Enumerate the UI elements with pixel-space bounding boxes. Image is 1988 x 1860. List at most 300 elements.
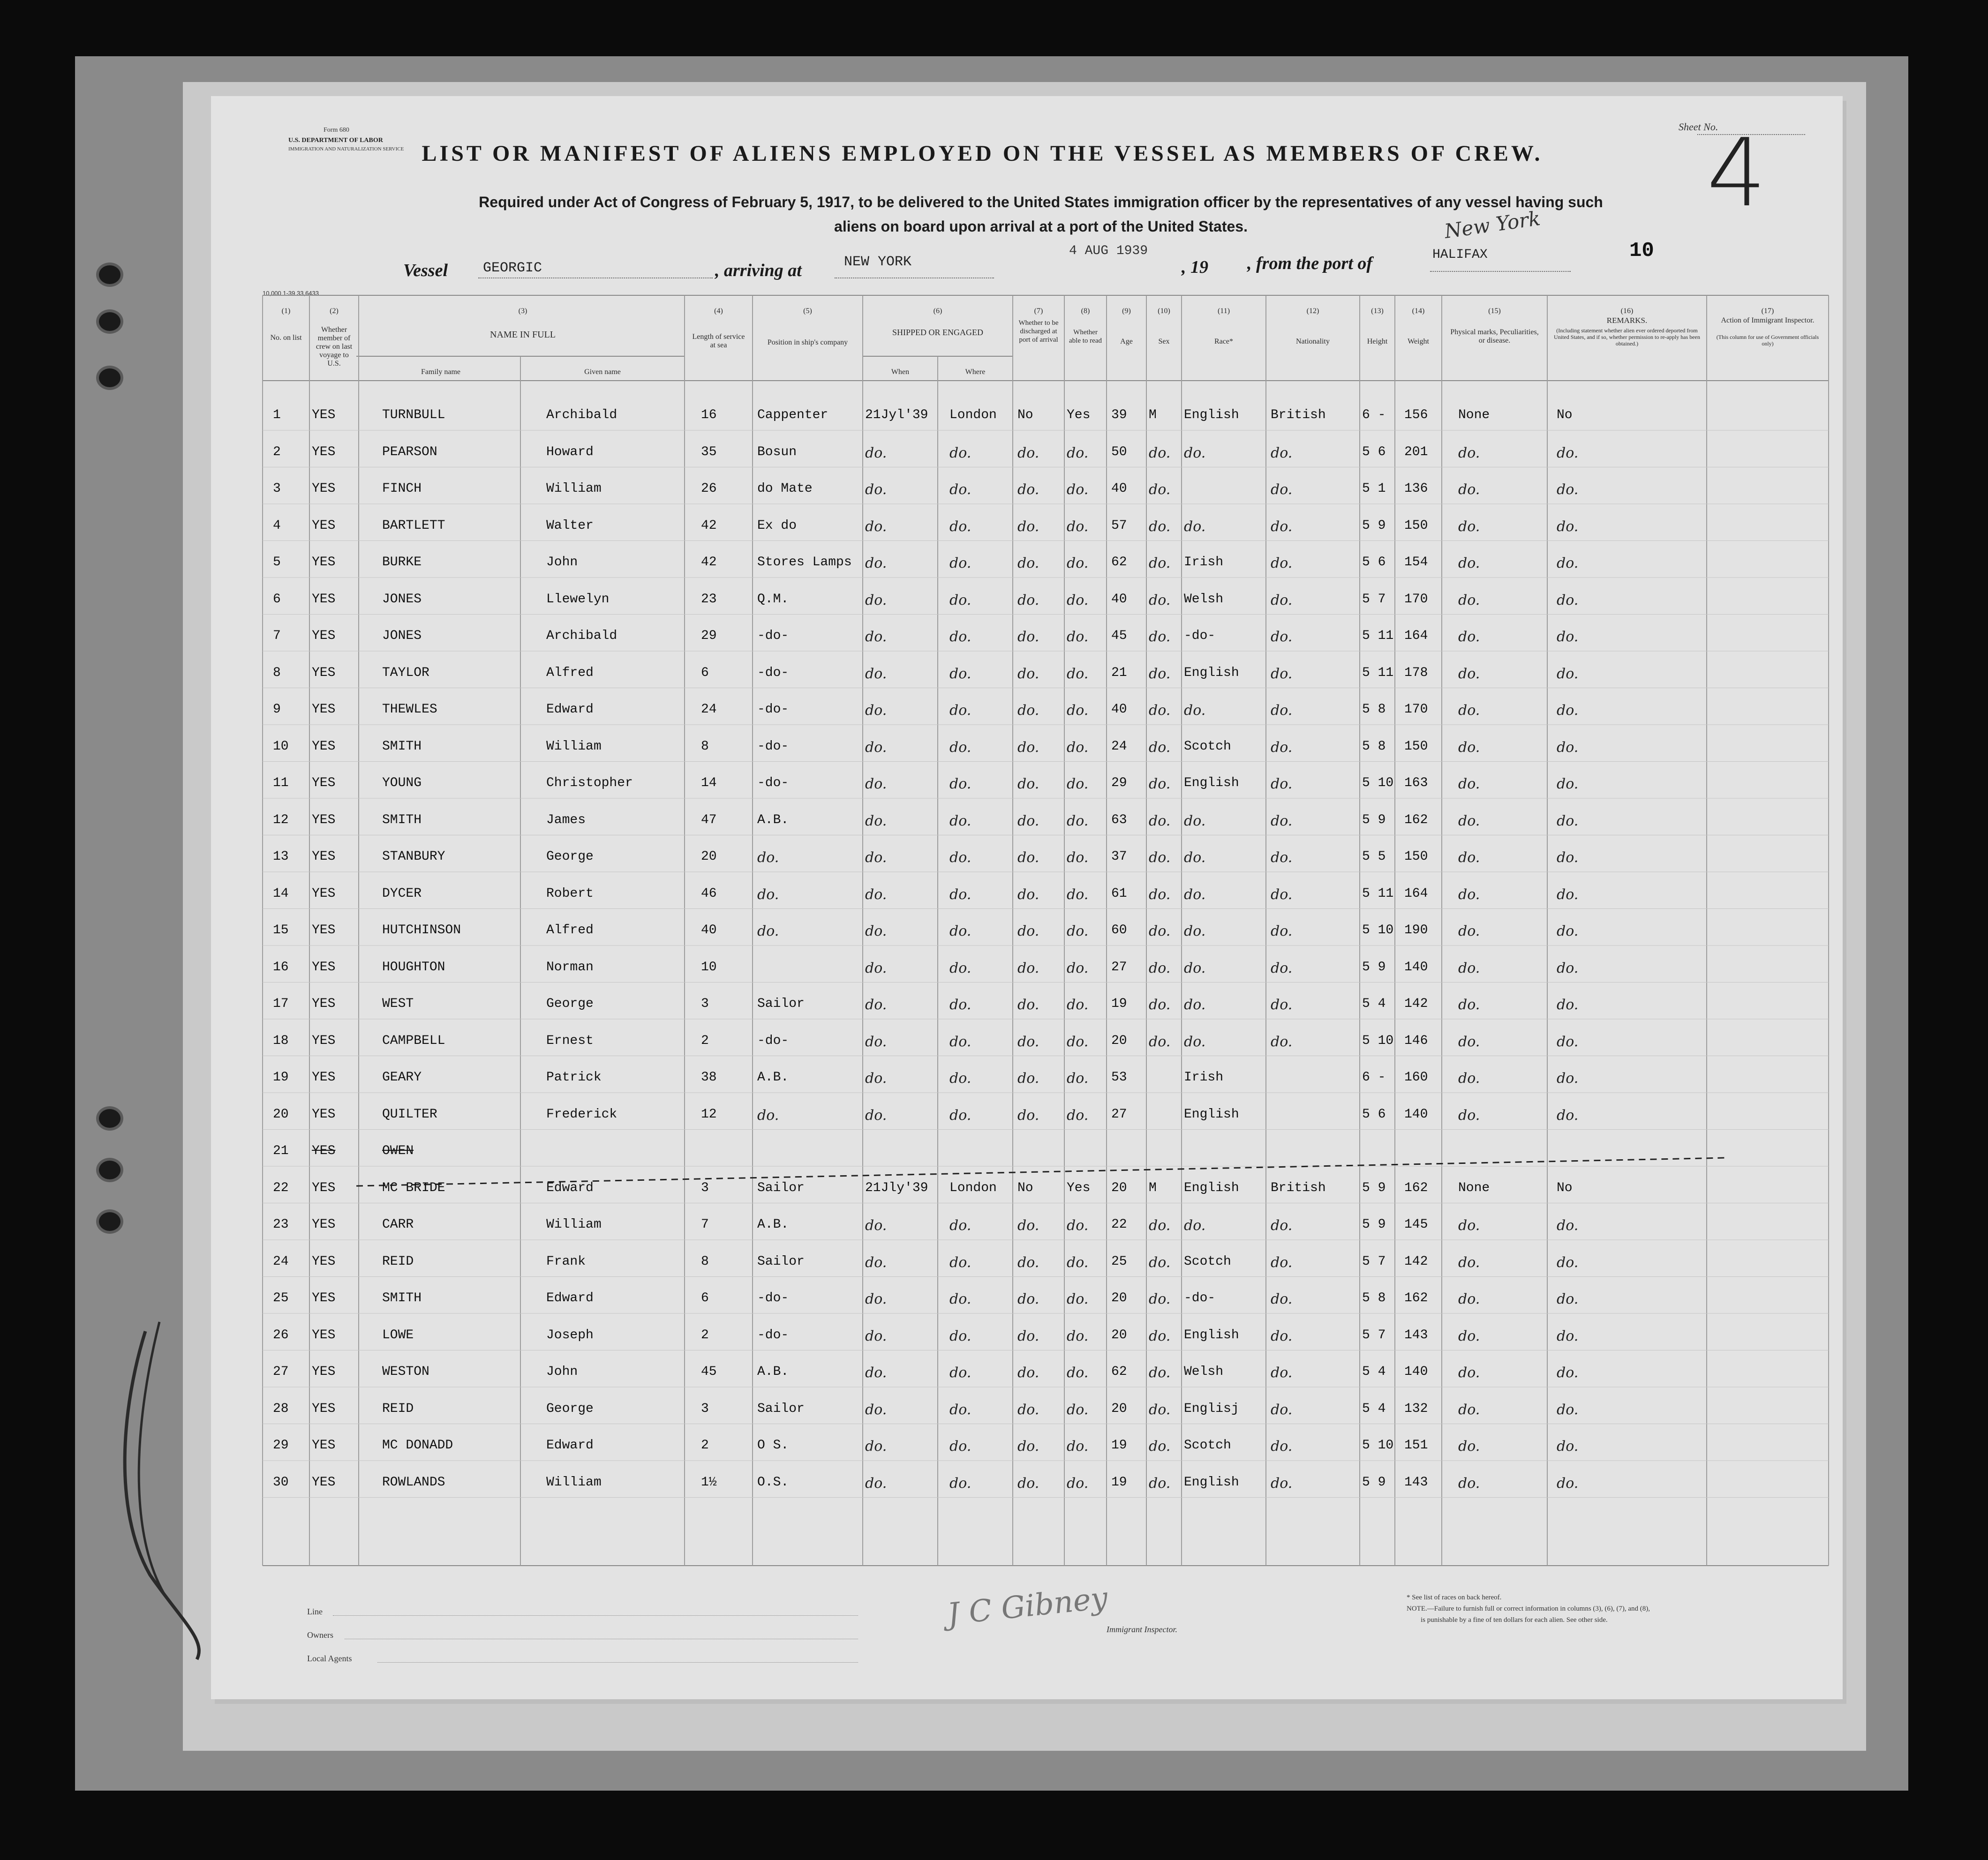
cell-position: Bosun bbox=[757, 444, 797, 459]
cell-given: Howard bbox=[546, 444, 594, 459]
cell-service: 2 bbox=[701, 1438, 709, 1453]
cell-remarks: do. bbox=[1557, 1217, 1579, 1234]
cell-prev: YES bbox=[312, 1254, 336, 1269]
cell-height: 5 9 bbox=[1362, 960, 1386, 975]
cell-marks: do. bbox=[1458, 555, 1480, 571]
cell-where: do. bbox=[949, 702, 971, 719]
cell-read: do. bbox=[1067, 923, 1089, 939]
cell-marks: do. bbox=[1458, 997, 1480, 1013]
cell-age: 63 bbox=[1111, 812, 1127, 827]
cell-where: do. bbox=[949, 518, 971, 535]
cell-remarks: do. bbox=[1557, 960, 1579, 976]
crew-row bbox=[0, 477, 1579, 511]
cell-service: 38 bbox=[701, 1070, 717, 1085]
crew-row bbox=[0, 735, 1579, 769]
cell-read: do. bbox=[1067, 592, 1089, 608]
cell-read: do. bbox=[1067, 481, 1089, 498]
cell-read: do. bbox=[1067, 1254, 1089, 1271]
cell-marks: do. bbox=[1458, 1401, 1480, 1418]
cell-no: 12 bbox=[273, 812, 289, 827]
cell-sex: do. bbox=[1149, 665, 1171, 682]
cell-discharged: do. bbox=[1017, 1475, 1039, 1492]
cell-prev: YES bbox=[312, 408, 336, 422]
crew-row bbox=[0, 1470, 1579, 1505]
cell-service: 2 bbox=[701, 1328, 709, 1342]
col-11-header: Race* bbox=[1214, 338, 1233, 345]
cell-discharged: do. bbox=[1017, 1328, 1039, 1344]
cell-weight: 146 bbox=[1404, 1033, 1428, 1048]
cell-when: do. bbox=[865, 1291, 887, 1307]
col-12-number: (12) bbox=[1306, 307, 1319, 315]
cell-given: Christopher bbox=[546, 776, 633, 790]
cell-nationality: do. bbox=[1271, 849, 1293, 866]
cell-no: 5 bbox=[273, 555, 281, 570]
cell-where: do. bbox=[949, 555, 971, 571]
line-label: Line bbox=[307, 1607, 323, 1616]
cell-position: -do- bbox=[757, 739, 789, 754]
cell-weight: 201 bbox=[1404, 444, 1428, 459]
cell-read: do. bbox=[1067, 555, 1089, 571]
cell-when: do. bbox=[865, 444, 887, 461]
cell-sex: do. bbox=[1149, 1365, 1171, 1381]
cell-prev: YES bbox=[312, 629, 336, 643]
col-10-header: Sex bbox=[1158, 338, 1170, 345]
cell-height: 5 10 bbox=[1362, 1438, 1394, 1453]
cell-race: English bbox=[1184, 665, 1239, 680]
cell-remarks: do. bbox=[1557, 1254, 1579, 1271]
cell-service: 7 bbox=[701, 1217, 709, 1232]
cell-no: 18 bbox=[273, 1033, 289, 1048]
cell-when: do. bbox=[865, 1475, 887, 1492]
cell-race: English bbox=[1184, 408, 1239, 422]
cell-weight: 154 bbox=[1404, 555, 1428, 570]
cell-where: do. bbox=[949, 1365, 971, 1381]
cell-marks: None bbox=[1458, 408, 1490, 422]
cell-family: ROWLANDS bbox=[382, 1475, 445, 1490]
cell-service: 24 bbox=[701, 702, 717, 717]
crew-row bbox=[0, 1176, 1573, 1211]
cell-service: 3 bbox=[701, 1180, 709, 1195]
cell-race: do. bbox=[1184, 702, 1206, 719]
cell-when: do. bbox=[865, 555, 887, 571]
cell-marks: do. bbox=[1458, 739, 1480, 756]
cell-where: do. bbox=[949, 886, 971, 903]
cell-prev: YES bbox=[312, 1438, 336, 1453]
cell-discharged: do. bbox=[1017, 997, 1039, 1013]
cell-weight: 178 bbox=[1404, 665, 1428, 680]
cell-discharged: do. bbox=[1017, 1217, 1039, 1234]
cell-sex: do. bbox=[1149, 1254, 1171, 1271]
cell-marks: do. bbox=[1458, 776, 1480, 792]
cell-prev: YES bbox=[312, 886, 336, 901]
cell-when: do. bbox=[865, 923, 887, 939]
cell-weight: 150 bbox=[1404, 849, 1428, 864]
cell-discharged: do. bbox=[1017, 923, 1039, 939]
cell-when: do. bbox=[865, 702, 887, 719]
cell-position: do. bbox=[757, 1107, 779, 1124]
from-label: , from the port of bbox=[1247, 254, 1373, 273]
cell-when: do. bbox=[865, 1254, 887, 1271]
col-6a-header: When bbox=[891, 368, 910, 376]
cell-no: 10 bbox=[273, 739, 289, 754]
cell-height: 5 9 bbox=[1362, 1180, 1386, 1195]
footnote-penalty-1: NOTE.—Failure to furnish full or correct information in columns (3), (6), (7), and (8), bbox=[1407, 1605, 1650, 1612]
crew-row bbox=[0, 661, 1579, 696]
crew-row bbox=[0, 403, 1573, 438]
col-12-header: Nationality bbox=[1296, 338, 1330, 345]
cell-sex: do. bbox=[1149, 629, 1171, 645]
cell-service: 29 bbox=[701, 629, 717, 643]
crew-row bbox=[0, 1102, 1579, 1137]
cell-family: HUTCHINSON bbox=[382, 923, 461, 938]
cell-prev: YES bbox=[312, 812, 336, 827]
cell-race: Scotch bbox=[1184, 1254, 1231, 1269]
cell-where: do. bbox=[949, 812, 971, 829]
cell-sex: do. bbox=[1149, 923, 1171, 939]
cell-family: TAYLOR bbox=[382, 665, 429, 680]
vessel-label: Vessel bbox=[403, 261, 448, 280]
arriving-label: , arriving at bbox=[715, 261, 802, 280]
cell-remarks: do. bbox=[1557, 518, 1579, 535]
cell-service: 3 bbox=[701, 1401, 709, 1416]
cell-read: do. bbox=[1067, 1291, 1089, 1307]
cell-remarks: do. bbox=[1557, 1475, 1579, 1492]
crew-row bbox=[0, 1433, 1579, 1468]
cell-given: Edward bbox=[546, 702, 594, 717]
crew-row bbox=[0, 514, 1579, 548]
cell-remarks: do. bbox=[1557, 1365, 1579, 1381]
cell-family: MC DONADD bbox=[382, 1438, 453, 1453]
cell-family: SMITH bbox=[382, 1291, 422, 1305]
binding-cord bbox=[84, 1312, 225, 1669]
cell-when: do. bbox=[865, 592, 887, 608]
cell-remarks: No bbox=[1557, 408, 1573, 422]
col-4-header: Length of service at sea bbox=[692, 333, 745, 349]
col-7-number: (7) bbox=[1034, 307, 1043, 315]
cell-age: 20 bbox=[1111, 1033, 1127, 1048]
cell-given: Walter bbox=[546, 518, 594, 533]
cell-race: do. bbox=[1184, 923, 1206, 939]
cell-sex: do. bbox=[1149, 960, 1171, 976]
footnote-races: * See list of races on back hereof. bbox=[1407, 1594, 1502, 1601]
cell-read: do. bbox=[1067, 1107, 1089, 1124]
cell-family: PEARSON bbox=[382, 444, 437, 459]
cell-service: 2 bbox=[701, 1033, 709, 1048]
cell-remarks: do. bbox=[1557, 1291, 1579, 1307]
cell-given: Frederick bbox=[546, 1107, 617, 1122]
cell-read: do. bbox=[1067, 812, 1089, 829]
cell-marks: do. bbox=[1458, 1291, 1480, 1307]
cell-prev: YES bbox=[312, 1475, 336, 1490]
cell-read: do. bbox=[1067, 629, 1089, 645]
crew-row bbox=[0, 1029, 1579, 1064]
cell-given: Alfred bbox=[546, 923, 594, 938]
cell-no: 13 bbox=[273, 849, 289, 864]
cell-nationality: do. bbox=[1271, 518, 1293, 535]
cell-marks: do. bbox=[1458, 1107, 1480, 1124]
cell-weight: 162 bbox=[1404, 1180, 1428, 1195]
cell-height: 5 9 bbox=[1362, 1217, 1386, 1232]
cell-no: 7 bbox=[273, 629, 281, 643]
cell-sex: do. bbox=[1149, 1291, 1171, 1307]
cell-marks: do. bbox=[1458, 960, 1480, 976]
cell-prev: YES bbox=[312, 518, 336, 533]
cell-when: do. bbox=[865, 1070, 887, 1087]
cell-race: Welsh bbox=[1184, 1365, 1224, 1379]
cell-where: do. bbox=[949, 1107, 971, 1124]
cell-height: 5 9 bbox=[1362, 812, 1386, 827]
cell-service: 10 bbox=[701, 960, 717, 975]
cell-race: do. bbox=[1184, 886, 1206, 903]
cell-height: 5 8 bbox=[1362, 702, 1386, 717]
cell-race: Scotch bbox=[1184, 739, 1231, 754]
manifest-title: LIST OR MANIFEST OF ALIENS EMPLOYED ON THE VESSEL AS MEMBERS OF CREW. bbox=[422, 141, 1543, 166]
cell-height: 5 1 bbox=[1362, 481, 1386, 496]
sheet-number-handwritten: 4 bbox=[1707, 119, 1767, 228]
cell-prev: YES bbox=[312, 665, 336, 680]
cell-where: do. bbox=[949, 1475, 971, 1492]
col-17-number: (17) bbox=[1761, 307, 1774, 315]
cell-where: do. bbox=[949, 849, 971, 866]
cell-family: SMITH bbox=[382, 812, 422, 827]
from-port: HALIFAX bbox=[1432, 248, 1488, 262]
cell-discharged: do. bbox=[1017, 481, 1039, 498]
cell-nationality: do. bbox=[1271, 923, 1293, 939]
cell-age: 45 bbox=[1111, 629, 1127, 643]
cell-sex: do. bbox=[1149, 481, 1171, 498]
cell-no: 2 bbox=[273, 444, 281, 459]
cell-sex: do. bbox=[1149, 1438, 1171, 1455]
cell-service: 47 bbox=[701, 812, 717, 827]
cell-age: 29 bbox=[1111, 776, 1127, 790]
cell-remarks: do. bbox=[1557, 629, 1579, 645]
cell-age: 57 bbox=[1111, 518, 1127, 533]
cell-given: Patrick bbox=[546, 1070, 602, 1085]
cell-marks: do. bbox=[1458, 702, 1480, 719]
cell-prev: YES bbox=[312, 481, 336, 496]
cell-family: HOUGHTON bbox=[382, 960, 445, 975]
cell-read: do. bbox=[1067, 1070, 1089, 1087]
cell-given: Norman bbox=[546, 960, 594, 975]
cell-height: 5 4 bbox=[1362, 997, 1386, 1011]
cell-remarks: do. bbox=[1557, 812, 1579, 829]
cell-age: 25 bbox=[1111, 1254, 1127, 1269]
service-label: IMMIGRATION AND NATURALIZATION SERVICE bbox=[288, 146, 404, 152]
cell-height: 5 7 bbox=[1362, 1254, 1386, 1269]
cell-remarks: do. bbox=[1557, 849, 1579, 866]
col-2-number: (2) bbox=[330, 307, 339, 315]
cell-age: 27 bbox=[1111, 960, 1127, 975]
form-number: Form 680 bbox=[324, 127, 349, 134]
col-16-header: REMARKS. bbox=[1606, 316, 1648, 325]
cell-no: 28 bbox=[273, 1401, 289, 1416]
cell-family: STANBURY bbox=[382, 849, 445, 864]
cell-position: A.B. bbox=[757, 1070, 789, 1085]
crew-row bbox=[0, 992, 1579, 1027]
cell-position: O S. bbox=[757, 1438, 789, 1453]
cell-given: Llewelyn bbox=[546, 592, 610, 607]
cell-weight: 170 bbox=[1404, 592, 1428, 607]
cell-height: 6 - bbox=[1362, 408, 1386, 422]
sheet-no-label: Sheet No. bbox=[1679, 121, 1718, 133]
cell-read: do. bbox=[1067, 702, 1089, 719]
crew-row bbox=[0, 550, 1579, 585]
cell-height: 5 10 bbox=[1362, 776, 1394, 790]
cell-position: do. bbox=[757, 886, 779, 903]
cell-where: do. bbox=[949, 1254, 971, 1271]
cell-nationality: do. bbox=[1271, 444, 1293, 461]
cell-age: 62 bbox=[1111, 1365, 1127, 1379]
cell-service: 12 bbox=[701, 1107, 717, 1122]
col-14-number: (14) bbox=[1412, 307, 1425, 315]
col-1-number: (1) bbox=[281, 307, 291, 315]
cell-where: do. bbox=[949, 1401, 971, 1418]
col-9-number: (9) bbox=[1122, 307, 1131, 315]
cell-position: -do- bbox=[757, 629, 789, 643]
cell-remarks: do. bbox=[1557, 1033, 1579, 1050]
cell-sex: do. bbox=[1149, 849, 1171, 866]
cell-read: do. bbox=[1067, 1401, 1089, 1418]
cell-when: do. bbox=[865, 812, 887, 829]
cell-age: 19 bbox=[1111, 1438, 1127, 1453]
cell-prev: YES bbox=[312, 1291, 336, 1305]
cell-age: 20 bbox=[1111, 1328, 1127, 1342]
cell-age: 62 bbox=[1111, 555, 1127, 570]
cell-read: do. bbox=[1067, 518, 1089, 535]
cell-read: Yes bbox=[1067, 408, 1091, 422]
col-3-number: (3) bbox=[518, 307, 527, 315]
cell-discharged: No bbox=[1017, 1180, 1033, 1195]
cell-weight: 143 bbox=[1404, 1475, 1428, 1490]
cell-height: 5 5 bbox=[1362, 849, 1386, 864]
cell-age: 39 bbox=[1111, 408, 1127, 422]
cell-age: 19 bbox=[1111, 1475, 1127, 1490]
col-5-header: Position in ship's company bbox=[767, 338, 848, 346]
cell-prev: YES bbox=[312, 1365, 336, 1379]
cell-prev: YES bbox=[312, 555, 336, 570]
cell-position: -do- bbox=[757, 665, 789, 680]
cell-nationality: do. bbox=[1271, 1438, 1293, 1455]
cell-given: George bbox=[546, 997, 594, 1011]
page-number: 10 bbox=[1629, 239, 1654, 262]
cell-given: Edward bbox=[546, 1438, 594, 1453]
cell-when: do. bbox=[865, 1328, 887, 1344]
col-2-header: Whether member of crew on last voyage to U.S. bbox=[316, 326, 353, 368]
cell-prev: YES bbox=[312, 739, 336, 754]
cell-age: 22 bbox=[1111, 1217, 1127, 1232]
cell-age: 50 bbox=[1111, 444, 1127, 459]
cell-position: -do- bbox=[757, 702, 789, 717]
cell-read: do. bbox=[1067, 960, 1089, 976]
crew-row bbox=[0, 1397, 1579, 1432]
cell-age: 40 bbox=[1111, 702, 1127, 717]
cell-position: do Mate bbox=[757, 481, 813, 496]
cell-remarks: do. bbox=[1557, 444, 1579, 461]
cell-family: CAMPBELL bbox=[382, 1033, 445, 1048]
cell-service: 40 bbox=[701, 923, 717, 938]
cell-weight: 190 bbox=[1404, 923, 1428, 938]
cell-remarks: do. bbox=[1557, 1438, 1579, 1455]
crew-row bbox=[0, 955, 1579, 990]
cell-remarks: do. bbox=[1557, 1401, 1579, 1418]
cell-given: Ernest bbox=[546, 1033, 594, 1048]
footnote-penalty-2: is punishable by a fine of ten dollars for each alien. See other side. bbox=[1421, 1616, 1608, 1624]
cell-sex: do. bbox=[1149, 812, 1171, 829]
crew-row bbox=[0, 1065, 1579, 1100]
cell-race: Welsh bbox=[1184, 592, 1224, 607]
cell-service: 14 bbox=[701, 776, 717, 790]
cell-family: GEARY bbox=[382, 1070, 422, 1085]
year-label: , 19 bbox=[1182, 257, 1208, 277]
cell-marks: do. bbox=[1458, 1475, 1480, 1492]
cell-read: do. bbox=[1067, 444, 1089, 461]
cell-given: George bbox=[546, 849, 594, 864]
cell-remarks: do. bbox=[1557, 923, 1579, 939]
subtitle-line-2: aliens on board upon arrival at a port of the United States. bbox=[834, 218, 1248, 235]
cell-height: 5 11 bbox=[1362, 629, 1394, 643]
cell-position: Sailor bbox=[757, 997, 805, 1011]
cell-remarks: do. bbox=[1557, 702, 1579, 719]
cell-weight: 164 bbox=[1404, 629, 1428, 643]
cell-no: 14 bbox=[273, 886, 289, 901]
cell-where: do. bbox=[949, 739, 971, 756]
cell-race: English bbox=[1184, 1180, 1239, 1195]
cell-marks: do. bbox=[1458, 886, 1480, 903]
cell-remarks: do. bbox=[1557, 555, 1579, 571]
cell-sex: do. bbox=[1149, 776, 1171, 792]
cell-sex: do. bbox=[1149, 1328, 1171, 1344]
cell-weight: 150 bbox=[1404, 739, 1428, 754]
cell-given: Archibald bbox=[546, 408, 617, 422]
cell-age: 19 bbox=[1111, 997, 1127, 1011]
cell-nationality: do. bbox=[1271, 739, 1293, 756]
cell-service: 42 bbox=[701, 518, 717, 533]
cell-no: 11 bbox=[273, 776, 289, 790]
col-3b-header: Given name bbox=[584, 368, 621, 376]
cell-nationality: do. bbox=[1271, 665, 1293, 682]
cell-read: do. bbox=[1067, 1475, 1089, 1492]
cell-where: do. bbox=[949, 1070, 971, 1087]
cell-given: Edward bbox=[546, 1291, 594, 1305]
cell-no: 20 bbox=[273, 1107, 289, 1122]
cell-no: 3 bbox=[273, 481, 281, 496]
cell-race: do. bbox=[1184, 1033, 1206, 1050]
cell-read: do. bbox=[1067, 776, 1089, 792]
cell-no: 23 bbox=[273, 1217, 289, 1232]
cell-no: 27 bbox=[273, 1365, 289, 1379]
cell-read: do. bbox=[1067, 665, 1089, 682]
col-11-number: (11) bbox=[1217, 307, 1230, 315]
cell-position: -do- bbox=[757, 1033, 789, 1048]
inspector-label: Immigrant Inspector. bbox=[1107, 1625, 1177, 1634]
cell-prev: YES bbox=[312, 776, 336, 790]
cell-weight: 170 bbox=[1404, 702, 1428, 717]
cell-prev: YES bbox=[312, 702, 336, 717]
cell-given: Archibald bbox=[546, 629, 617, 643]
cell-family: DYCER bbox=[382, 886, 422, 901]
cell-service: 8 bbox=[701, 739, 709, 754]
cell-sex: M bbox=[1149, 408, 1157, 422]
cell-race: do. bbox=[1184, 960, 1206, 976]
cell-sex: do. bbox=[1149, 555, 1171, 571]
crew-row bbox=[0, 1213, 1579, 1247]
cell-weight: 150 bbox=[1404, 518, 1428, 533]
cell-prev: YES bbox=[312, 1144, 336, 1158]
cell-weight: 145 bbox=[1404, 1217, 1428, 1232]
cell-when: do. bbox=[865, 886, 887, 903]
cell-marks: do. bbox=[1458, 444, 1480, 461]
cell-family: LOWE bbox=[382, 1328, 414, 1342]
